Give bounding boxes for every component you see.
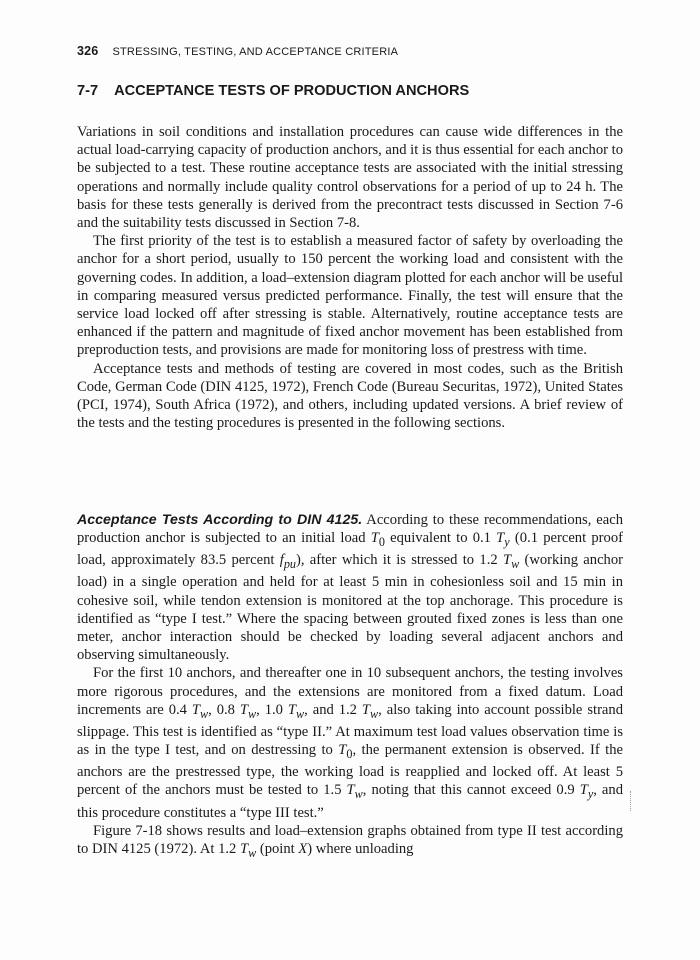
paragraph-variations: Variations in soil conditions and installation procedures can cause wide differences in the actual load-carrying capacity of production anchors, and it is thus essential for each anchor to be subjected to a test. These routine acceptance tests are associated with the initial stressing operations and normally include quality control observations for a period of up to 24 h. The basis for these tests generally is derived from the precontract tests discussed in Section 7-6 and the suitability tests discussed in Section 7-8. (77, 124, 623, 232)
section-number: 7-7 (77, 83, 99, 99)
paragraph-din-type-i: Acceptance Tests According to DIN 4125. According to these recommendations, each production anchor is subjected to an initial load $T_0$ equivalent to 0.1 $T_y$ (0.1 percent proof load, approximately 83.5 percent $f_{pu}$), after which it is stressed to 1.2 $T_w$ (working anchor load) in a single operation and held for at least 5 min in cohesionless soil and 15 min in cohesive soil, while tendon extension is monitored at the top anchorage. This procedure is identified as “type I test.” Where the spacing between grouted fixed zones is less than one meter, anchor interaction should be checked by loading several adjacent anchors and observing simultaneously. (77, 512, 623, 664)
paragraph-din-type-ii: For the first 10 anchors, and thereafter one in 10 subsequent anchors, the testing involves more rigorous procedures, and the extensions are monitored from a fixed datum. Load increments are 0.4 $T_w$, 0.8 $T_w$, 1.0 $T_w$, and 1.2 $T_w$, also taking into account possible strand slippage. This test is identified as “type II.” At maximum test load values observation time is as in the type I test, and on destressing to $T_0$, the permanent extension is observed. If the anchors are the prestressed type, the working load is reapplied and locked off. At least 5 percent of the anchors must be tested to 1.5 $T_w$, noting that this cannot exceed 0.9 $T_y$, and this procedure constitutes a “type III test.” (77, 665, 623, 821)
running-header (77, 44, 637, 58)
section-title-text: ACCEPTANCE TESTS OF PRODUCTION ANCHORS (114, 83, 470, 99)
din-text-block (77, 511, 623, 862)
intro-text-block (77, 123, 623, 432)
running-title: STRESSING, TESTING, AND ACCEPTANCE CRITERIA (112, 46, 399, 58)
din-subheading: Acceptance Tests According to DIN 4125. (77, 512, 363, 528)
paragraph-first-priority: The first priority of the test is to establish a measured factor of safety by overloading the anchor for a short period, usually to 150 percent the working load and consistent with the governing codes. In addition, a load–extension diagram plotted for each anchor will be useful in comparing measured versus predicted performance. Finally, the test will ensure that the service load locked off after stressing is stable. Alternatively, routine acceptance tests are enhanced if the pattern and magnitude of fixed anchor movement has been established from preproduction tests, and provisions are made for monitoring loss of prestress with time. (77, 233, 623, 359)
section-heading (77, 83, 637, 99)
margin-mark (630, 791, 633, 811)
paragraph-figure-7-18: Figure 7-18 shows results and load–extension graphs obtained from type II test according to DIN 4125 (1972). At 1.2 $T_w$ (point X) where unloading (77, 822, 623, 860)
paragraph-codes-review: Acceptance tests and methods of testing are covered in most codes, such as the British Code, German Code (DIN 4125, 1972), French Code (Bureau Securitas, 1972), United States (PCI, 1974), South Africa (1972), and others, including updated versions. A brief review of the tests and the testing procedures is presented in the following sections. (77, 360, 623, 432)
page-number: 326 (77, 44, 99, 58)
